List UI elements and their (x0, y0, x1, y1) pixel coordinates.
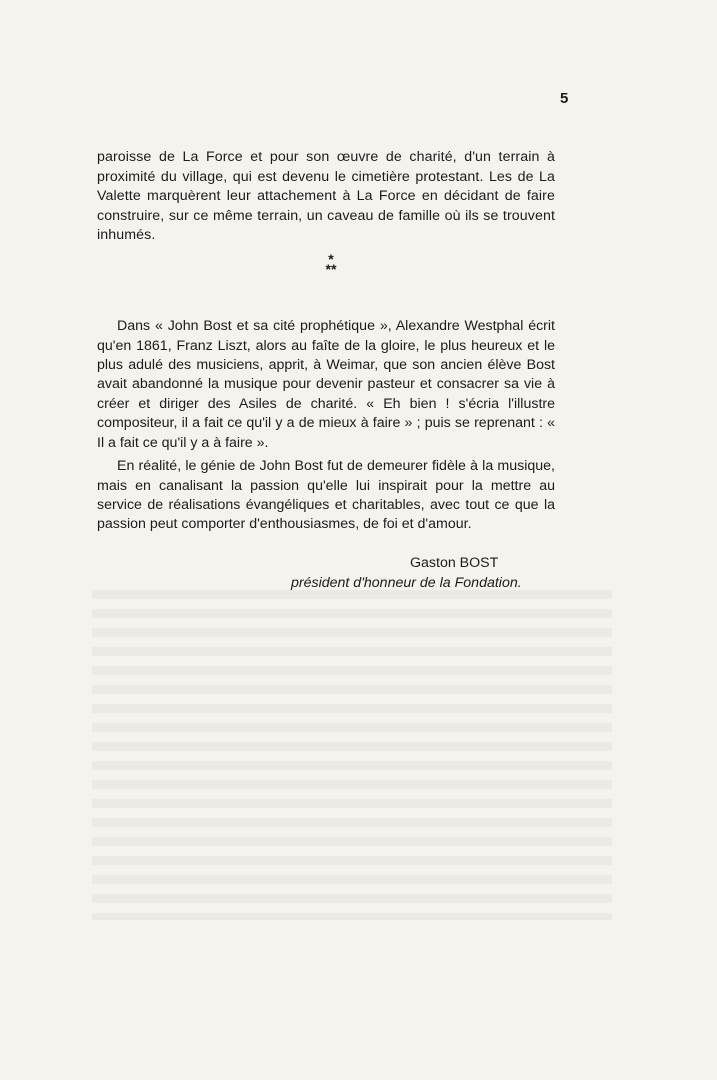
paragraph-3: En réalité, le génie de John Bost fut de demeurer fidèle à la musique, mais en canalisant la passion qu'elle lui inspirait pour la mettre au service de réalisations évangéliques et charitables, avec tout ce que la passion peut comporter d'enthousiasmes, de foi et d'amour. (97, 458, 555, 533)
asterism-separator (319, 251, 343, 277)
paragraph-2: Dans « John Bost et sa cité prophétique », Alexandre Westphal écrit qu'en 1861, Franz Liszt, alors au faîte de la gloire, le plus heureux et le plus adulé des musiciens, apprit, à Weimar, que son ancien élève Bost avait abandonné la musique pour devenir pasteur et consacrer sa vie à créer et diriger des Asiles de charité. « Eh bien ! s'écria l'illustre compositeur, il a fait ce qu'il y a de mieux à faire » ; puis se reprenant : « Il a fait ce qu'il y a à faire ». (97, 318, 555, 451)
signature-title: président d'honneur de la Fondation. (291, 575, 522, 591)
show-through-texture (92, 590, 612, 920)
paragraph-1-text: paroisse de La Force et pour son œuvre de charité, d'un terrain à proximité du village, qui est devenu le cimetière protestant. Les de La Valette marquèrent leur attachement à La Force en décidant de faire construire, sur ce même terrain, un caveau de famille où ils se trouvent inhumés. (97, 149, 555, 243)
signature-name: Gaston BOST (410, 555, 499, 571)
asterism-text: * ** (325, 251, 337, 277)
paragraph-1 (97, 148, 555, 246)
page-number: 5 (560, 90, 569, 107)
